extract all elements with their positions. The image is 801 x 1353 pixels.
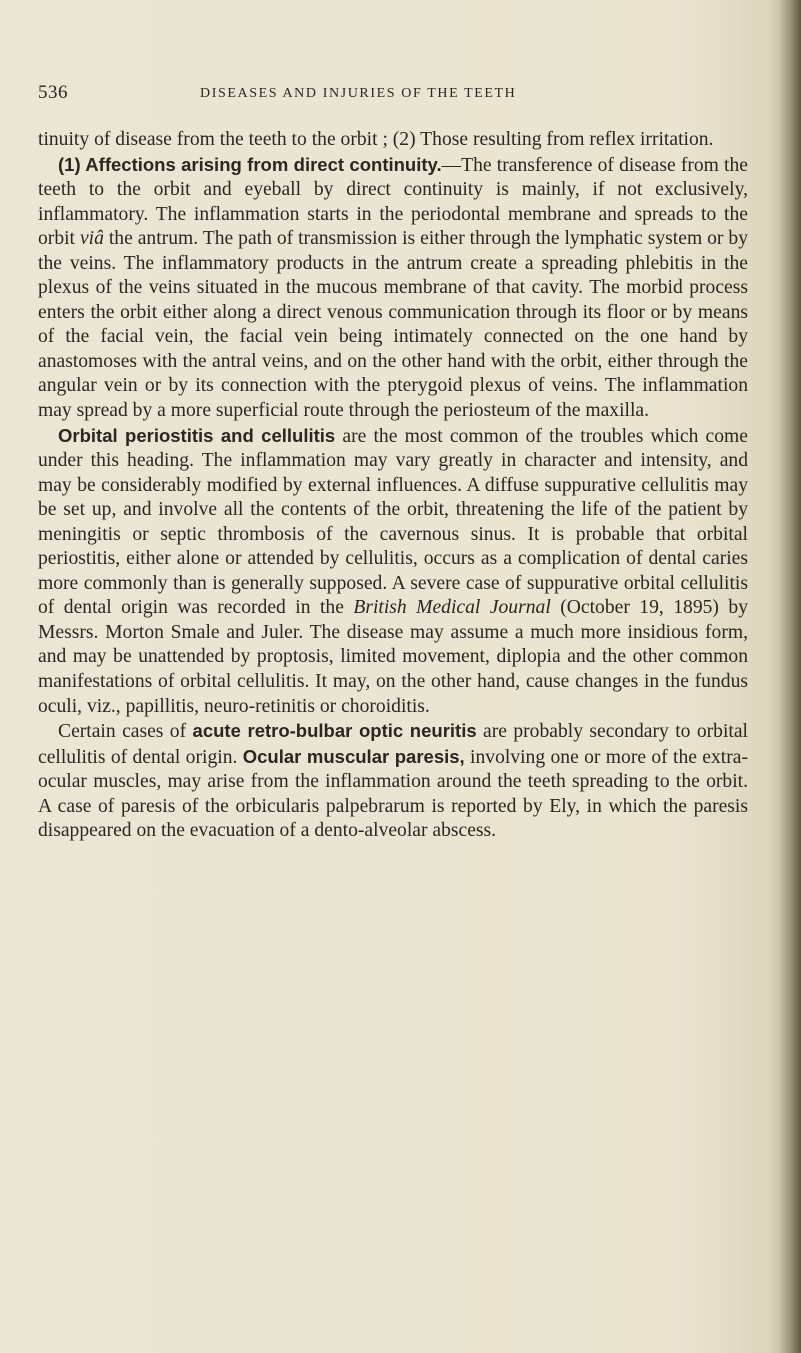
section-heading: Orbital periostitis and cellulitis — [58, 424, 336, 446]
paragraph-optic-neuritis — [38, 719, 748, 844]
paragraph-orbital-periostitis — [38, 424, 748, 720]
paragraph-text: involving one or more of the extra-ocular muscles, may arise from the inflammation around the teeth spreading to the orbit. A case of paresis of the orbicularis palpebrarum is reported by Ely, in which the paresis disappeared on the evacuation of a dento-alveolar abscess. — [38, 746, 748, 842]
section-heading: (1) Affections arising from direct continuity. — [58, 153, 442, 175]
body-text — [38, 128, 748, 844]
paragraph-text: the antrum. The path of transmission is either through the lymphatic system or by the veins. The inflammatory products in the antrum create a spreading phlebitis in the plexus of the veins situated in the mucous membrane of that cavity. The morbid process enters the orbit either along a direct venous communication through its floor or by means of the facial vein, the facial vein being intimately connected on the one hand by anastomoses with the antral veins, and on the other hand with the orbit, either through the angular vein or by its connection with the pterygoid plexus of veins. The inflammation may spread by a more superficial route through the periosteum of the maxilla. — [38, 228, 749, 422]
section-heading: Ocular muscular paresis, — [242, 745, 465, 767]
paragraph-continuation — [38, 128, 748, 153]
paragraph-text: are probably secondary to orbital cellulitis of dental origin. — [38, 721, 748, 768]
paragraph-text: are the most common of the troubles which come under this heading. The inflammation may vary greatly in character and intensity, and may be considerably modified by external influences. A diffuse suppurative cellulitis may be set up, and involve all the contents of the orbit, threatening the life of the patient by meningitis or septic thrombosis of the cavernous sinus. It is probable that orbital periostitis, either alone or attended by cellulitis, occurs as a complication of dental caries more commonly than is generally supposed. A severe case of suppurative orbital cellulitis of dental origin was recorded in the — [38, 425, 748, 619]
paragraph-text: (October 19, 1895) by Messrs. Morton Smale and Juler. The disease may assume a much more insidious form, and may be unattended by proptosis, limited movement, diplopia and the other common manifestations of orbital cellulitis. It may, on the other hand, cause changes in the fundus oculi, viz., papillitis, neuro-retinitis or choroiditis. — [38, 597, 749, 717]
section-heading: acute retro-bulbar optic neuritis — [192, 720, 477, 742]
page-edge-shadow — [779, 0, 801, 1353]
paragraph-text: —The transference of disease from the teeth to the orbit and eyeball by direct continuity is mainly, if not exclusively, inflammatory. The inflammation starts in the periodontal membrane and spreads to the orbit — [38, 154, 748, 250]
paragraph-text: Certain cases of — [58, 721, 193, 743]
journal-title: British Medical Journal — [353, 597, 551, 619]
page-number: 536 — [38, 82, 68, 103]
paragraph-direct-continuity — [38, 153, 748, 424]
running-head: DISEASES AND INJURIES OF THE TEETH — [200, 86, 517, 101]
italic-term: viâ — [79, 228, 104, 250]
page-header — [38, 82, 778, 112]
paragraph-text: tinuity of disease from the teeth to the orbit ; (2) Those resulting from reflex irritation. — [38, 129, 714, 150]
